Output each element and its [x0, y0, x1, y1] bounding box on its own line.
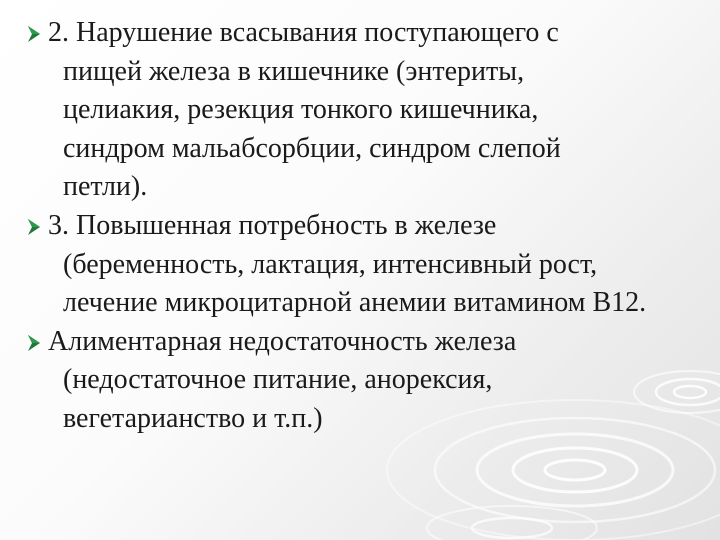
- slide-content: [26, 14, 716, 439]
- bullet-item: [26, 207, 716, 323]
- bullet-text-line: целиакия, резекция тонкого кишечника,: [63, 94, 539, 126]
- bullet-text-line: синдром мальабсорбции, синдром слепой: [63, 132, 561, 164]
- bullet-text-line: 2. Нарушение всасывания поступающего с: [48, 17, 559, 48]
- bullet-text-line: Алиментарная недостаточность железа: [48, 325, 517, 357]
- bullet-item: [26, 14, 716, 207]
- bullet-text-line: (беременность, лактация, интенсивный рост,: [63, 248, 598, 280]
- bullet-text-line: (недостаточное питание, анорексия,: [63, 364, 493, 396]
- bullet-text-line: лечение микроцитарной анемии витамином В12.: [63, 287, 647, 319]
- bullet-text-line: пищей железа в кишечнике (энтериты,: [63, 55, 525, 87]
- arrow-bullet-icon: [26, 334, 42, 352]
- bullet-text-line: вегетарианство и т.п.): [63, 402, 323, 434]
- arrow-bullet-icon: [26, 218, 42, 236]
- bullet-item: [26, 323, 716, 439]
- arrow-bullet-icon: [26, 25, 42, 43]
- bullet-text-line: петли).: [63, 171, 148, 203]
- bullet-text-line: 3. Повышенная потребность в железе: [48, 209, 497, 241]
